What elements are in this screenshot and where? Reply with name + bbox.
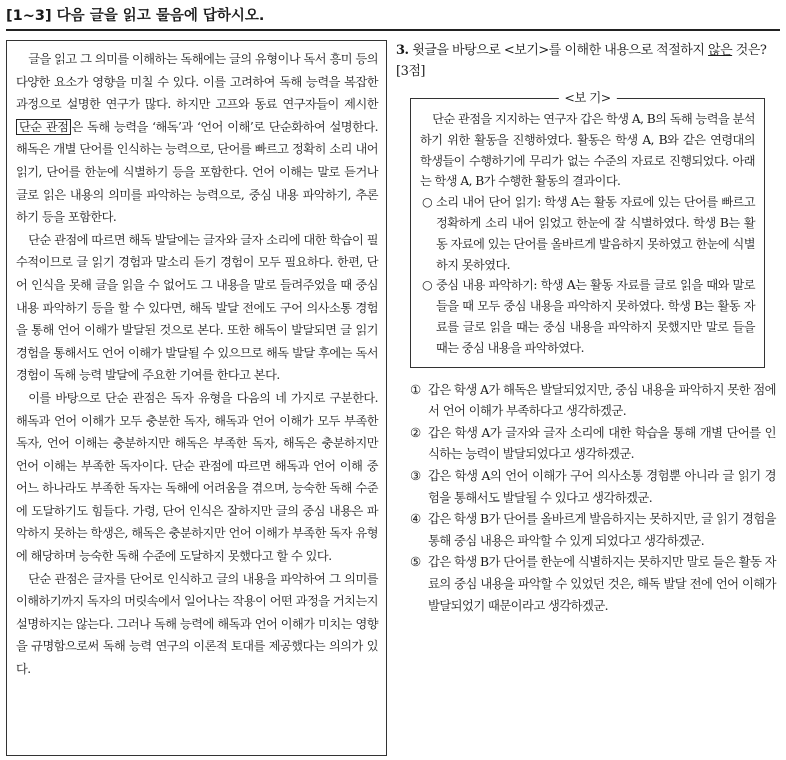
passage-paragraph-4: 단순 관점은 글자를 단어로 인식하고 글의 내용을 파악하여 그 의미를 이해하기까지 독자의 머릿속에서 일어나는 작용이 어떤 과정을 거치는지 설명하지는 않는다. 그러나 독해 능력에 해독과 언어 이해가 미치는 영향을 규명함으로써 독해 능력 연구의 이론적 토대를 제공했다는 의의가 있다. (16, 571, 378, 677)
passage-p1-before: 글을 읽고 그 의미를 이해하는 독해에는 글의 유형이나 독서 흥미 등의 다양한 요소가 영향을 미칠 수 있다. 이를 고려하여 독해 능력을 복잡한 과정으로 설명한 연구가 많다. 하지만 고프와 동료 연구자들이 제시한 (16, 52, 378, 112)
passage-paragraph-2: 단순 관점에 따르면 해독 발달에는 글자와 글자 소리에 대한 학습이 필수적이므로 글 읽기 경험과 말소리 듣기 경험이 모두 필요하다. 한편, 단어 인식을 못해 글을 읽을 수 없어도 그 내용을 말로 들려주었을 때 중심 내용 파악하기 등을 할 수 있다면, 해독 발달 전에도 구어 의사소통 경험을 통해 언어 이해가 발달된 것으로 본다. 또한 해독이 발달되면 글 읽기 경험을 통해서도 언어 이해가 발달될 수 있으므로 해독 발달 후에는 독서 경험이 독해 능력 발달에 주요한 기여를 한다고 본다. (16, 232, 378, 383)
choice-2[interactable] (410, 423, 776, 466)
choice-number: ③ (410, 468, 421, 483)
bogi-list (420, 192, 755, 358)
passage-paragraph-1 (16, 48, 378, 229)
circle-bullet-icon: ○ (422, 278, 433, 293)
bogi-title: <보 기> (558, 89, 616, 107)
question-stem (396, 40, 780, 82)
question-number: 3. (396, 43, 409, 58)
section-header: [1~3] 다음 글을 읽고 물음에 답하시오. (6, 8, 265, 24)
answer-choices (410, 380, 776, 618)
bogi-item (420, 192, 755, 275)
choice-number: ④ (410, 512, 421, 527)
header-rule (6, 29, 780, 31)
question-text-before: 윗글을 바탕으로 <보기>를 이해한 내용으로 적절하지 (408, 43, 709, 58)
question-column (396, 40, 780, 617)
choice-text: 갑은 학생 B가 단어를 한눈에 식별하지는 못하지만 말로 들은 활동 자료의 중심 내용을 파악할 수 있었던 것은, 해독 발달 전에 언어 이해가 발달되었기 때문이라고 생각하겠군. (428, 555, 776, 613)
choice-text: 갑은 학생 A의 언어 이해가 구어 의사소통 경험뿐 아니라 글 읽기 경험을 통해서도 발달될 수 있다고 생각하겠군. (428, 468, 776, 505)
choice-3[interactable] (410, 466, 776, 509)
choice-5[interactable] (410, 552, 776, 617)
circle-bullet-icon: ○ (422, 195, 433, 210)
choice-number: ⑤ (410, 555, 421, 570)
choice-text: 갑은 학생 A가 글자와 글자 소리에 대한 학습을 통해 개별 단어를 인식하는 능력이 발달되었다고 생각하겠군. (428, 425, 776, 462)
boxed-term: 단순 관점 (16, 119, 71, 135)
bogi-intro: 단순 관점을 지지하는 연구자 갑은 학생 A, B의 독해 능력을 분석하기 위한 활동을 진행하였다. 활동은 학생 A, B와 같은 연령대의 학생들이 수행하기에 무리가 없는 수준의 자료로 진행되었다. 아래는 학생 A, B가 수행한 활동의 결과이다. (420, 112, 755, 189)
question-underlined: 않은 (708, 43, 733, 58)
choice-number: ① (410, 382, 421, 397)
choice-number: ② (410, 425, 421, 440)
bogi-box (410, 90, 765, 368)
choice-text: 갑은 학생 B가 단어를 올바르게 발음하지는 못하지만, 글 읽기 경험을 통해 중심 내용은 파악할 수 있게 되었다고 생각하겠군. (428, 512, 776, 548)
bogi-item-text: 중심 내용 파악하기: 학생 A는 활동 자료를 글로 읽을 때와 말로 들을 때 모두 중심 내용을 파악하지 못하였다. 학생 B는 활동 자료를 글로 읽을 때는 중심 내용을 파악하지 못했지만 말로 들을 때는 중심 내용을 파악하였다. (436, 278, 755, 355)
bogi-item (420, 275, 755, 358)
choice-4[interactable] (410, 509, 776, 552)
reading-passage (6, 40, 387, 756)
passage-p1-after: 은 독해 능력을 ‘해독’과 ‘언어 이해’로 단순화하여 설명한다. 해독은 개별 단어를 인식하는 능력으로, 단어를 빠르고 정확히 소리 내어 읽기, 단어를 한눈에 식별하기 등을 포함한다. 언어 이해는 말로 듣거나 글로 읽은 내용의 의미를 파악하는 능력으로, 중심 내용 파악하기, 추론하기 등을 포함한다. (16, 119, 378, 225)
choice-1[interactable] (410, 380, 776, 423)
passage-paragraph-3: 이를 바탕으로 단순 관점은 독자 유형을 다음의 네 가지로 구분한다. 해독과 언어 이해가 모두 충분한 독자, 해독과 언어 이해가 모두 부족한 독자, 언어 이해는 충분하지만 해독은 부족한 독자, 해독은 충분하지만 언어 이해는 부족한 독자이다. 단순 관점에 따르면 해독과 언어 이해 중 어느 하나라도 부족한 독자는 독해에 어려움을 겪으며, 능숙한 독해 수준에 도달하기도 힘들다. 가령, 단어 인식은 잘하지만 글의 중심 내용은 파악하지 못하는 학생은, 해독은 충분하지만 언어 이해가 부족한 독자 유형에 해당하며 능숙한 독해 수준에 도달하지 못했다고 할 수 있다. (16, 390, 378, 564)
question-text-after: 것은? [3점] (396, 43, 767, 79)
bogi-item-text: 소리 내어 단어 읽기: 학생 A는 활동 자료에 있는 단어를 빠르고 정확하게 소리 내어 읽었고 한눈에 잘 식별하였다. 학생 B는 활동 자료에 있는 단어를 올바르게 발음하지 못하였고 한눈에 식별하지 못하였다. (436, 195, 755, 272)
choice-text: 갑은 학생 A가 해독은 발달되었지만, 중심 내용을 파악하지 못한 점에서 언어 이해가 부족하다고 생각하겠군. (428, 382, 776, 419)
